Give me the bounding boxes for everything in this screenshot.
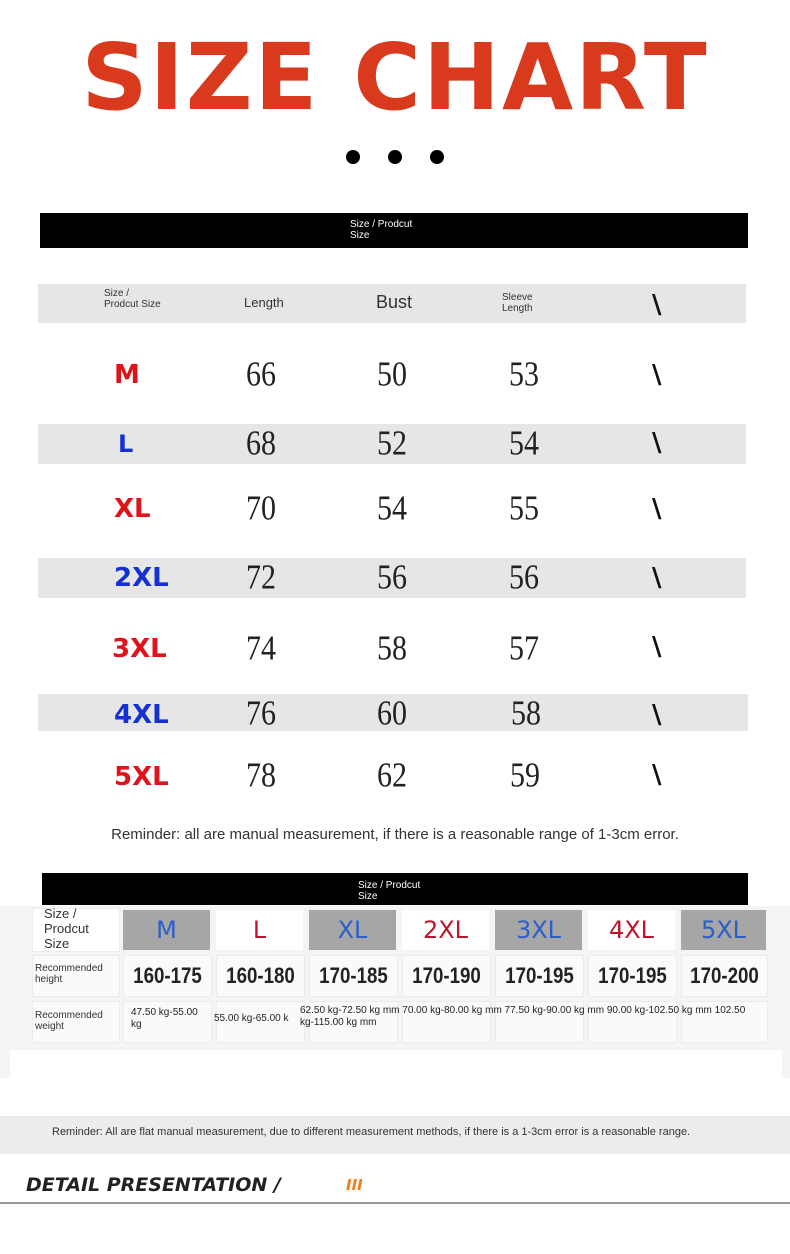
weight-value-m: 47.50 kg-55.00 kg <box>131 1007 198 1030</box>
table2-blank <box>10 1050 782 1078</box>
length-value: 78 <box>246 756 276 795</box>
length-value: 72 <box>246 558 276 597</box>
title-dots <box>0 150 790 169</box>
length-value: 68 <box>246 424 276 463</box>
weight-value-l: 55.00 kg-65.00 k <box>214 1013 289 1024</box>
extra-value: \ <box>652 494 662 524</box>
header-length: Length <box>244 295 284 310</box>
t2-weight-label: Recommended weight <box>35 1010 103 1032</box>
t2-size-m: M <box>123 910 210 950</box>
size-m: M <box>114 360 140 390</box>
bust-value: 58 <box>377 629 407 668</box>
length-value: 74 <box>246 629 276 668</box>
t2-size-3xl: 3XL <box>495 910 582 950</box>
t2-height-label: Recommended height <box>35 963 103 985</box>
header-size: Size / Prodcut Size <box>104 288 161 310</box>
height-value: 170-195 <box>598 963 667 988</box>
extra-value: \ <box>652 700 662 730</box>
t2-height-cell <box>216 955 305 997</box>
sleeve-value: 55 <box>509 489 539 528</box>
t2-size-l: L <box>216 910 303 950</box>
extra-value: \ <box>652 760 662 790</box>
t2-height-label-cell <box>32 955 120 997</box>
length-value: 70 <box>246 489 276 528</box>
weight-value-overflow: 62.50 kg-72.50 kg mm 70.00 kg-80.00 kg mm 77.50 kg-90.00 kg mm 90.00 kg-102.50 kg mm 102.50 kg-115.00 kg mm <box>300 1005 746 1028</box>
height-value: 170-185 <box>319 963 388 988</box>
dot-icon <box>430 150 444 164</box>
page-title: SIZE CHART <box>81 24 709 131</box>
table1-banner <box>40 213 748 248</box>
t2-height-cell <box>681 955 768 997</box>
t2-size-label: Size / Prodcut Size <box>44 906 89 951</box>
sleeve-value: 59 <box>510 756 540 795</box>
bust-value: 54 <box>377 489 407 528</box>
height-value: 160-175 <box>133 963 202 988</box>
size-2xl: 2XL <box>114 563 169 593</box>
t2-height-cell <box>402 955 491 997</box>
bust-value: 50 <box>377 355 407 394</box>
sleeve-value: 56 <box>509 558 539 597</box>
header-bust: Bust <box>376 292 413 312</box>
length-value: 76 <box>246 694 276 733</box>
t2-size-xl: XL <box>309 910 396 950</box>
extra-value: \ <box>652 428 662 458</box>
t2-size-4xl: 4XL <box>588 910 675 950</box>
extra-value: \ <box>652 563 662 593</box>
extra-value: \ <box>652 632 662 662</box>
t2-weight-label-cell <box>32 1001 120 1043</box>
detail-divider <box>0 1202 790 1204</box>
size-4xl: 4XL <box>114 700 169 730</box>
height-value: 170-195 <box>505 963 574 988</box>
table1-banner-label: Size / Prodcut Size <box>350 219 413 241</box>
table2-banner <box>42 873 748 905</box>
size-xl: XL <box>114 494 151 524</box>
bust-value: 52 <box>377 424 407 463</box>
height-value: 170-190 <box>412 963 481 988</box>
t2-height-cell <box>495 955 584 997</box>
table2-banner-label: Size / Prodcut Size <box>358 880 421 902</box>
detail-presentation-mark: III <box>346 1176 363 1194</box>
sleeve-value: 54 <box>509 424 539 463</box>
t2-size-2xl: 2XL <box>402 910 489 950</box>
table1-reminder: Reminder: all are manual measurement, if there is a reasonable range of 1-3cm error. <box>111 826 679 843</box>
header-sleeve-length: Sleeve Length <box>502 292 533 314</box>
sleeve-value: 58 <box>511 694 541 733</box>
bust-value: 60 <box>377 694 407 733</box>
sleeve-value: 53 <box>509 355 539 394</box>
height-value: 170-200 <box>690 963 759 988</box>
extra-value: \ <box>652 360 662 390</box>
size-3xl: 3XL <box>112 634 167 664</box>
size-l: L <box>118 430 134 458</box>
header-extra: \ <box>652 290 662 320</box>
sleeve-value: 57 <box>509 629 539 668</box>
bust-value: 56 <box>377 558 407 597</box>
dot-icon <box>388 150 402 164</box>
t2-height-cell <box>309 955 398 997</box>
table2-reminder: Reminder: All are flat manual measurement, due to different measurement methods, if there is a 1-3cm error is a reasonable range. <box>52 1126 691 1138</box>
size-5xl: 5XL <box>114 762 169 792</box>
bust-value: 62 <box>377 756 407 795</box>
table2-reminder-bar <box>0 1116 790 1154</box>
t2-size-5xl: 5XL <box>681 910 766 950</box>
t2-height-cell <box>588 955 677 997</box>
t2-height-cell <box>123 955 212 997</box>
detail-presentation-title: DETAIL PRESENTATION / <box>26 1174 281 1196</box>
length-value: 66 <box>246 355 276 394</box>
height-value: 160-180 <box>226 963 295 988</box>
dot-icon <box>346 150 360 164</box>
